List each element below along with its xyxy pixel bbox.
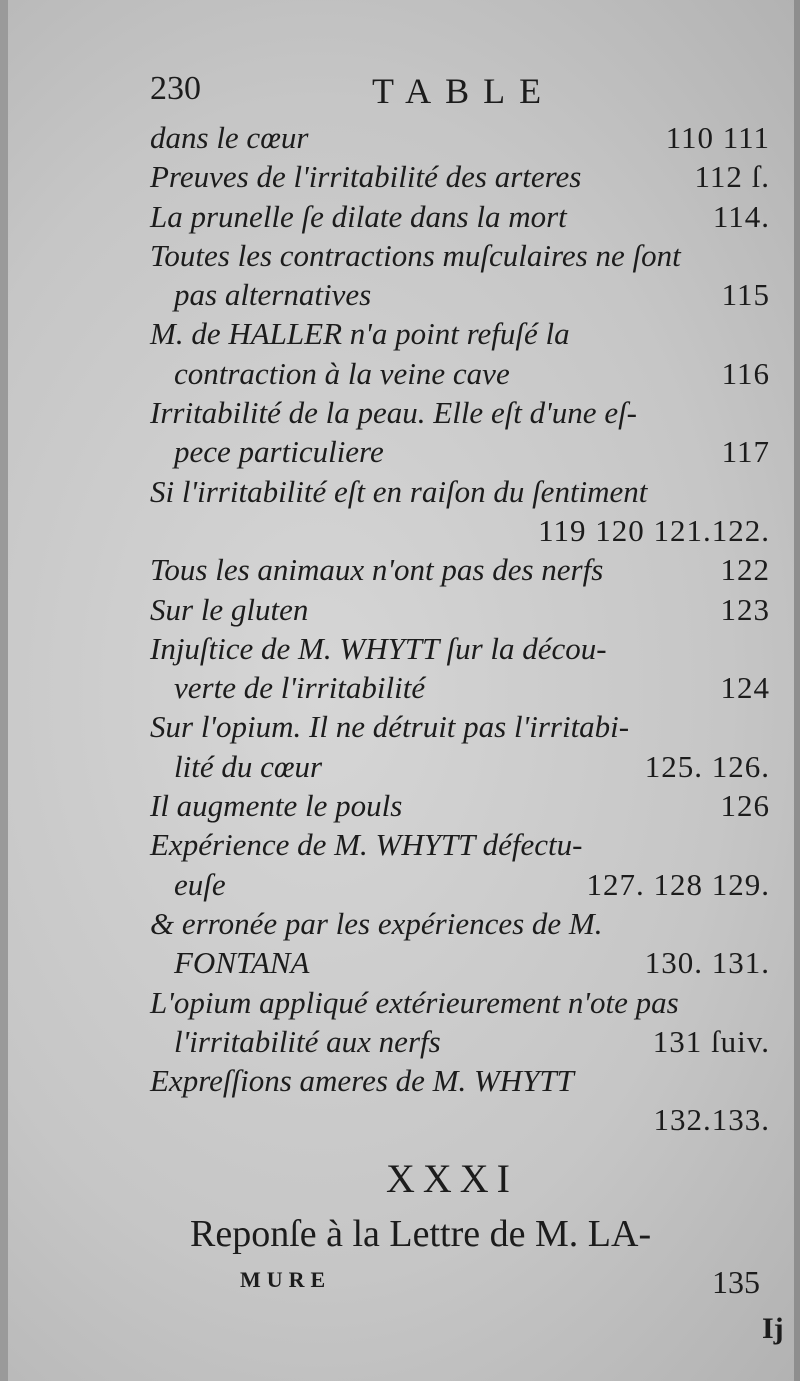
entry-page: 117 bbox=[721, 434, 770, 470]
table-entries bbox=[150, 118, 770, 1140]
list-item bbox=[150, 197, 770, 236]
entry-page: 130. 131. bbox=[644, 945, 770, 981]
page-edge-left bbox=[0, 0, 8, 1381]
list-item bbox=[150, 983, 770, 1022]
response-entry bbox=[190, 1212, 770, 1332]
entry-text: Tous les animaux n'ont pas des nerfs bbox=[150, 552, 604, 588]
list-item bbox=[150, 236, 770, 275]
list-item bbox=[150, 590, 770, 629]
entry-text: & erronée par les expériences de M. bbox=[150, 905, 603, 941]
list-item bbox=[150, 472, 770, 511]
entry-text: contraction à la veine cave bbox=[174, 355, 510, 391]
signature-mark: Ij bbox=[762, 1312, 784, 1345]
list-item bbox=[150, 668, 770, 707]
list-item bbox=[150, 118, 770, 157]
entry-page: 116 bbox=[721, 355, 770, 391]
entry-text: Il augmente le pouls bbox=[150, 788, 403, 824]
entry-text: FONTANA bbox=[174, 945, 310, 981]
entry-text: La prunelle ſe dilate dans la mort bbox=[150, 198, 567, 234]
list-item bbox=[150, 786, 770, 825]
page-header bbox=[150, 70, 770, 120]
entry-text: pas alternatives bbox=[174, 277, 372, 313]
entry-text: Expreſſions ameres de M. WHYTT bbox=[150, 1063, 574, 1099]
entry-page: 132.133. bbox=[653, 1102, 770, 1138]
list-item bbox=[150, 275, 770, 314]
entry-page: 119 120 121.122. bbox=[538, 512, 770, 548]
list-item bbox=[150, 314, 770, 353]
entry-text: Irritabilité de la peau. Elle eſt d'une eſ- bbox=[150, 395, 638, 431]
entry-page: 127. 128 129. bbox=[586, 866, 770, 902]
list-item bbox=[150, 354, 770, 393]
entry-page: 125. 126. bbox=[644, 748, 770, 784]
entry-page: 114. bbox=[712, 198, 770, 234]
entry-page: 131 ſuiv. bbox=[652, 1023, 770, 1059]
entry-text: lité du cœur bbox=[174, 748, 323, 784]
list-item bbox=[150, 747, 770, 786]
entry-page: 122 bbox=[720, 552, 770, 588]
entry-text: Toutes les contractions muſculaires ne ſont bbox=[150, 237, 681, 273]
list-item bbox=[150, 157, 770, 196]
list-item bbox=[150, 1061, 770, 1100]
entry-page: 126 bbox=[720, 788, 770, 824]
list-item bbox=[150, 550, 770, 589]
entry-text: Sur le gluten bbox=[150, 591, 309, 627]
list-item bbox=[150, 432, 770, 471]
entry-text: verte de l'irritabilité bbox=[174, 670, 426, 706]
entry-text: Preuves de l'irritabilité des arteres bbox=[150, 159, 582, 195]
entry-page: 112 ſ. bbox=[694, 159, 770, 195]
page-edge-right bbox=[794, 0, 800, 1381]
list-item bbox=[150, 865, 770, 904]
list-item bbox=[150, 943, 770, 982]
entry-page: 110 111 bbox=[665, 120, 770, 155]
list-item bbox=[150, 393, 770, 432]
page-number: 230 bbox=[150, 70, 201, 107]
entry-text: M. de HALLER n'a point refuſé la bbox=[150, 316, 570, 352]
entry-text: Si l'irritabilité eſt en raiſon du ſentiment bbox=[150, 473, 648, 509]
running-title: TABLE bbox=[372, 71, 556, 111]
entry-text: dans le cœur bbox=[150, 120, 309, 155]
entry-text: Injuſtice de M. WHYTT ſur la décou- bbox=[150, 630, 607, 666]
entry-page: 115 bbox=[721, 277, 770, 313]
list-item bbox=[150, 629, 770, 668]
list-item bbox=[150, 1100, 770, 1139]
response-title-line1: Reponſe à la Lettre de M. LA- bbox=[190, 1213, 652, 1255]
response-page: 135 bbox=[712, 1264, 760, 1300]
entry-text: l'irritabilité aux nerfs bbox=[174, 1023, 441, 1059]
list-item bbox=[150, 511, 770, 550]
entry-page: 123 bbox=[720, 591, 770, 627]
list-item bbox=[150, 707, 770, 746]
list-item bbox=[150, 904, 770, 943]
entry-text: Expérience de M. WHYTT défectu- bbox=[150, 827, 583, 863]
entry-text: euſe bbox=[174, 866, 226, 902]
entry-text: L'opium appliqué extérieurement n'ote pas bbox=[150, 984, 679, 1020]
entry-text: Sur l'opium. Il ne détruit pas l'irritabi- bbox=[150, 709, 630, 745]
list-item bbox=[150, 1022, 770, 1061]
entry-page: 124 bbox=[720, 670, 770, 706]
entry-text: pece particuliere bbox=[174, 434, 384, 470]
section-number: XXXI bbox=[386, 1156, 518, 1201]
response-title-line2: MURE bbox=[240, 1267, 332, 1292]
list-item bbox=[150, 825, 770, 864]
